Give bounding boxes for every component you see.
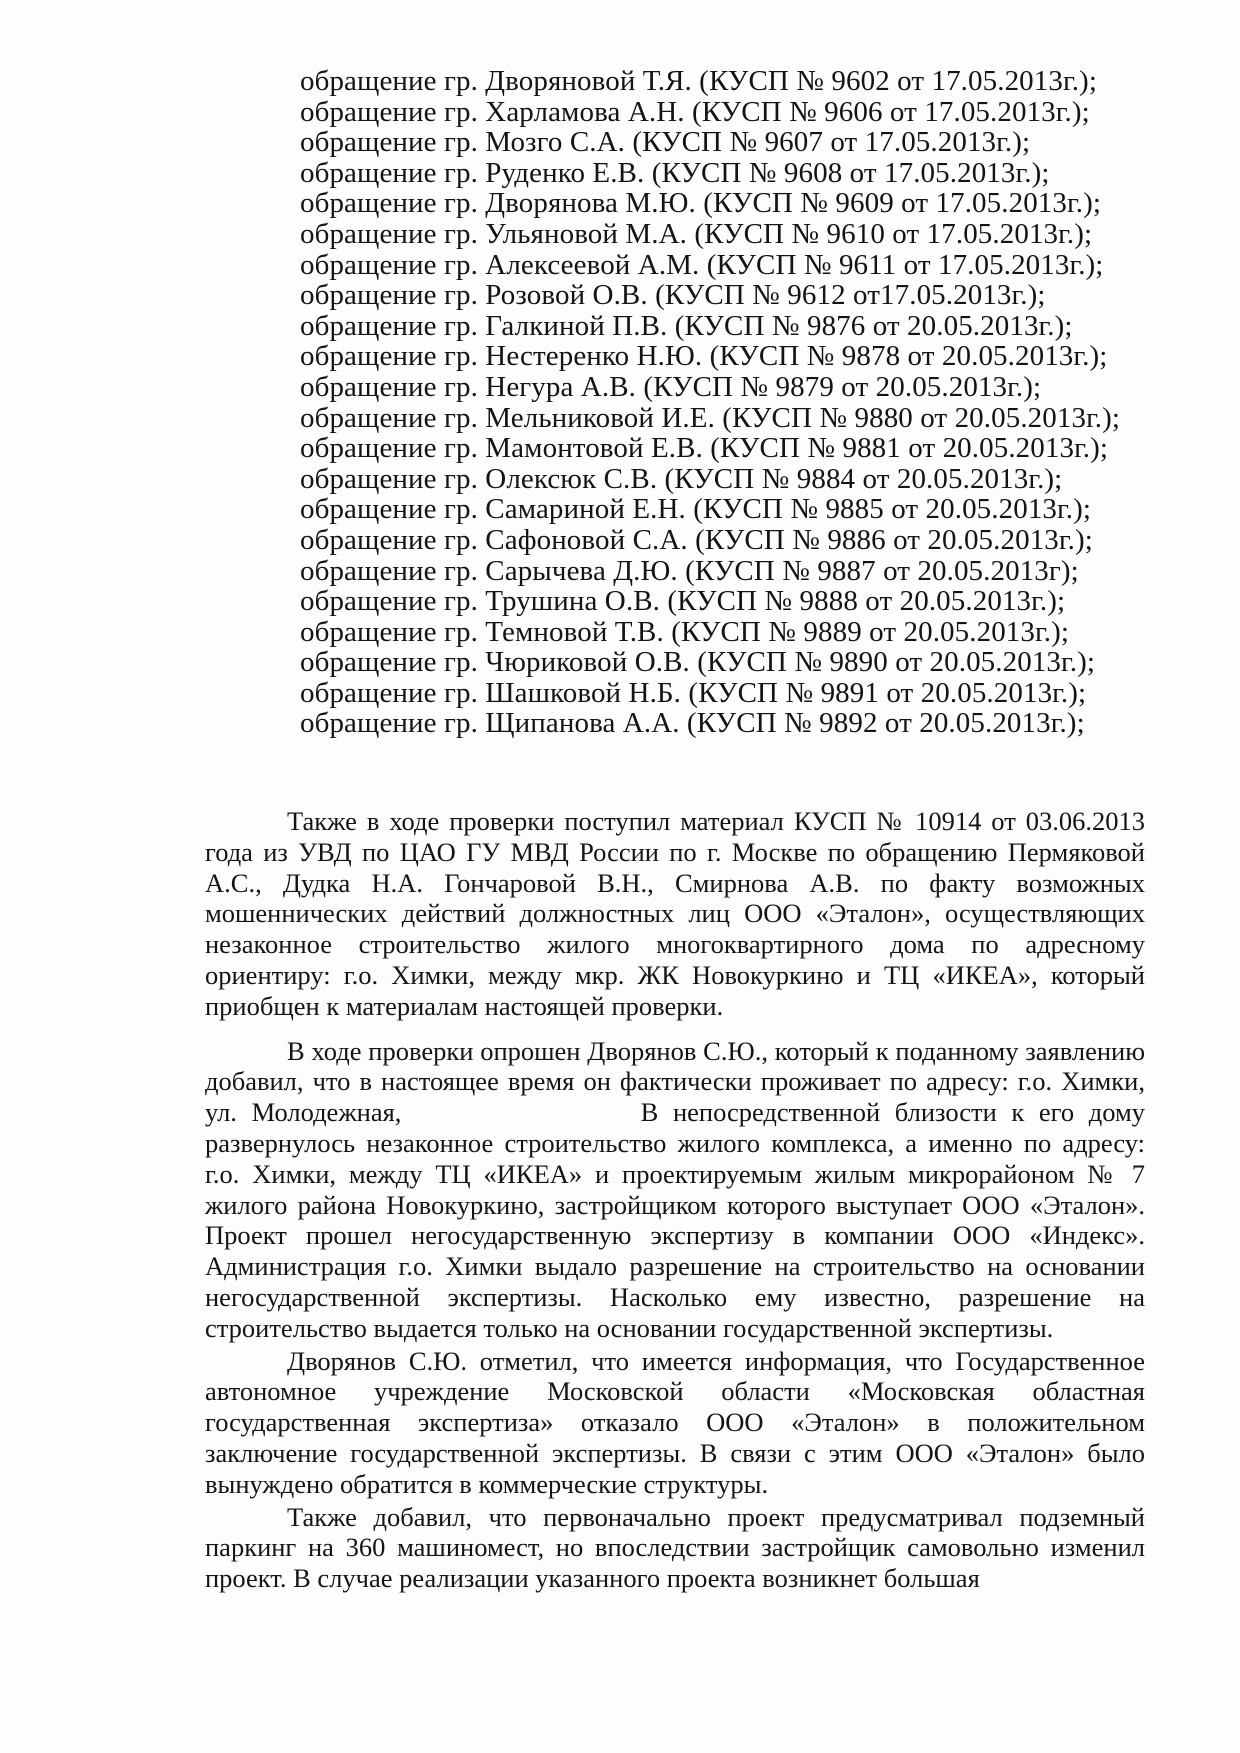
list-item: обращение гр. Щипанова А.А. (КУСП № 9892 от 20.05.2013г.); <box>300 707 1085 740</box>
list-item: обращение гр. Мельниковой И.Е. (КУСП № 9880 от 20.05.2013г.); <box>300 401 1121 434</box>
paragraph-dvoryanov-interview <box>205 1036 1145 1344</box>
paragraph-expertise-refusal: Дворянов С.Ю. отметил, что имеется информация, что Государственное автономное учреждение Московской области «Московская областная государственная экспертиза» отказало ООО «Эталон» в положительном заключение государственной экспертизы. В связи с этим ООО «Эталон» было вынуждено обратится в коммерческие структуры. <box>205 1345 1145 1499</box>
list-item: обращение гр. Сафоновой С.А. (КУСП № 9886 от 20.05.2013г.); <box>300 523 1093 556</box>
list-item: обращение гр. Розовой О.В. (КУСП № 9612 от17.05.2013г.); <box>300 279 1046 312</box>
list-item: обращение гр. Самариной Е.Н. (КУСП № 9885 от 20.05.2013г.); <box>300 493 1092 526</box>
redacted-address <box>416 1120 626 1121</box>
list-item: обращение гр. Нестеренко Н.Ю. (КУСП № 9878 от 20.05.2013г.); <box>300 340 1108 373</box>
paragraph-text-before-redaction: В ходе проверки опрошен Дворянов С.Ю., который к поданному заявлению добавил, что в настоящее время он фактически проживает по адресу: г.о. Химки, ул. Молодежная, <box>205 1035 1145 1128</box>
list-item: обращение гр. Негура А.В. (КУСП № 9879 от 20.05.2013г.); <box>300 370 1042 403</box>
list-item: обращение гр. Чюриковой О.В. (КУСП № 9890 от 20.05.2013г.); <box>300 646 1096 679</box>
list-item: обращение гр. Сарычева Д.Ю. (КУСП № 9887 от 20.05.2013г); <box>300 554 1079 587</box>
list-item: обращение гр. Руденко Е.В. (КУСП № 9608 от 17.05.2013г.); <box>300 156 1050 189</box>
list-item: обращение гр. Алексеевой А.М. (КУСП № 9611 от 17.05.2013г.); <box>300 248 1104 281</box>
list-item: обращение гр. Шашковой Н.Б. (КУСП № 9891 от 20.05.2013г.); <box>300 676 1087 709</box>
paragraph-parking-change: Также добавил, что первоначально проект предусматривал подземный паркинг на 360 машиномест, но впоследствии застройщик самовольно изменил проект. В случае реализации указанного проекта возникнет большая <box>205 1501 1145 1594</box>
list-item: обращение гр. Галкиной П.В. (КУСП № 9876 от 20.05.2013г.); <box>300 309 1073 342</box>
list-item: обращение гр. Темновой Т.В. (КУСП № 9889 от 20.05.2013г.); <box>300 615 1069 648</box>
list-item: обращение гр. Ульяновой М.А. (КУСП № 9610 от 17.05.2013г.); <box>300 217 1093 250</box>
list-item: обращение гр. Дворяновой Т.Я. (КУСП № 9602 от 17.05.2013г.); <box>300 65 1097 97</box>
appeals-list <box>300 66 1120 739</box>
list-item: обращение гр. Мамонтовой Е.В. (КУСП № 9881 от 20.05.2013г.); <box>300 432 1109 465</box>
list-item: обращение гр. Харламова А.Н. (КУСП № 9606 от 17.05.2013г.); <box>300 95 1090 128</box>
paragraph-kusp-10914: Также в ходе проверки поступил материал КУСП № 10914 от 03.06.2013 года из УВД по ЦАО ГУ МВД России по г. Москве по обращению Пермяковой А.С., Дудка Н.А. Гончаровой В.Н., Смирнова А.В. по факту возможных мошеннических действий должностных лиц ООО «Эталон», осуществляющих незаконное строительство жилого многоквартирного дома по адресному ориентиру: г.о. Химки, между мкр. ЖК Новокуркино и ТЦ «ИКЕА», который приобщен к материалам настоящей проверки. <box>205 806 1145 1021</box>
list-item: обращение гр. Олексюк С.В. (КУСП № 9884 от 20.05.2013г.); <box>300 462 1063 495</box>
list-item: обращение гр. Трушина О.В. (КУСП № 9888 от 20.05.2013г.); <box>300 585 1066 618</box>
list-item: обращение гр. Мозго С.А. (КУСП № 9607 от 17.05.2013г.); <box>300 126 1031 159</box>
document-body <box>205 806 1145 1594</box>
list-item: обращение гр. Дворянова М.Ю. (КУСП № 9609 от 17.05.2013г.); <box>300 187 1101 220</box>
paragraph-text-after-redaction: В непосредственной близости к его дому развернулось незаконное строительство жилого комплекса, а именно по адресу: г.о. Химки, между ТЦ «ИКЕА» и проектируемым жилым микрорайоном № 7 жилого района Новокуркино, застройщиком которого выступает ООО «Эталон». Проект прошел негосударственную экспертизу в компании ООО «Индекс». Администрация г.о. Химки выдало разрешение на строительство на основании негосударственной экспертизы. Насколько ему известно, разрешение на строительство выдается только на основании государственной экспертизы. <box>205 1097 1146 1343</box>
